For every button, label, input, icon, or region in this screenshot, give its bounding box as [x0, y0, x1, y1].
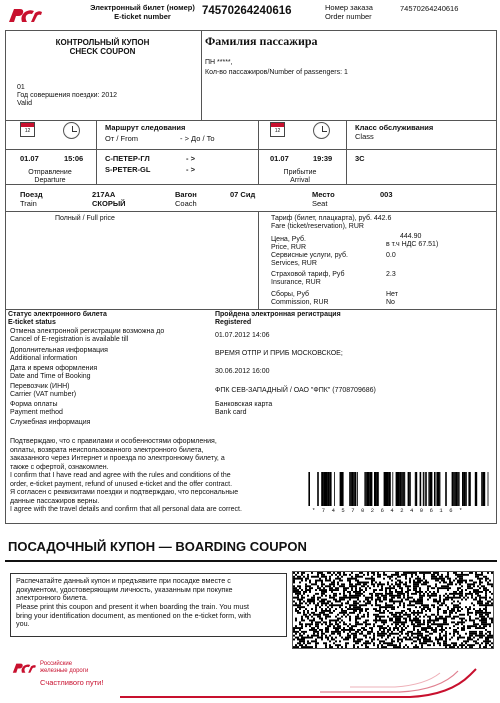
booking-date-en: Date and Time of Booking: [10, 373, 91, 381]
car-label-ru: Вагон: [175, 190, 197, 199]
class-label-ru: Класс обслуживания: [355, 123, 434, 132]
slogan: Счастливого пути!: [40, 678, 104, 687]
passenger-name: ПН *****,: [205, 59, 233, 66]
calendar-icon: 12: [20, 122, 35, 137]
coupon-title-ru: КОНТРОЛЬНЫЙ КУПОН: [55, 38, 150, 47]
dep-date: 01.07: [20, 154, 39, 163]
additional-ru: Дополнительная информация: [10, 347, 108, 354]
clock-icon: [313, 122, 330, 139]
cancel-value: 01.07.2012 14:06: [215, 332, 270, 339]
coupon-line1: 01: [17, 84, 25, 91]
service-en: Services, RUR: [271, 260, 317, 268]
eticket-label-ru: Электронный билет (номер): [90, 3, 195, 12]
insurance-en: Insurance, RUR: [271, 279, 321, 287]
fare-ru: Тариф (билет, плацкарта), руб. 442.6: [271, 215, 392, 222]
commission-value-en: No: [386, 299, 395, 307]
status-label-ru: Статус электронного билета: [8, 311, 107, 318]
barcode-number: * 7 4 5 7 0 2 6 4 2 4 0 6 1 6 *: [312, 507, 464, 514]
route-from-label: От / From: [105, 134, 139, 143]
service-value: 0.0: [386, 252, 396, 259]
from-station-ru: С-ПЕТЕР-ГЛ: [105, 154, 150, 163]
price-vat: в т.ч НДС 67.51): [386, 241, 439, 248]
order-number: 74570264240616: [400, 4, 459, 13]
payment-ru: Форма оплаты: [10, 401, 58, 408]
status-value-ru: Пройдена электронная регистрация: [215, 311, 341, 318]
car-number: 07 Сид: [230, 190, 256, 199]
payment-value-en: Bank card: [215, 409, 247, 417]
service-ru: Сервисные услуги, руб.: [271, 252, 348, 259]
route-arrow-2: - >: [186, 165, 195, 174]
price-ru: Цена, Руб.: [271, 236, 306, 243]
service-info: Служебная информация: [10, 419, 91, 426]
rzd-name-line2: железные дороги: [40, 667, 89, 674]
departure-en: Departure: [34, 177, 66, 185]
carrier-ru: Перевозчик (ИНН): [10, 383, 70, 390]
seat-label-ru: Место: [312, 190, 335, 199]
carrier-value: ФПК СЕВ-ЗАПАДНЫЙ / ОАО "ФПК" (7708709686): [215, 387, 376, 394]
boarding-instructions: Распечатайте данный купон и предъявите при посадке вместе с документом, удостоверяющим личность, указанным при покупке электронного билета. Please print this coupon and present it when boarding the train. You must bring your identification document, as mentioned on the e-ticket form, with you.: [10, 573, 287, 637]
eticket-label-en: E-ticket number: [114, 12, 171, 21]
status-value-en: Registered: [215, 319, 252, 327]
rzd-footer-logo: [10, 660, 38, 677]
confirmation-text: Подтверждаю, что с правилами и особенностями оформления, оплаты, возврата неиспользованного электронного билета, заказанного через Интернет и проезда по электронному билету, а также с офертой, ознакомлен. I confirm that I have read and agree with the rules and conditions of the order, e-ticket payment, refund of unused e-ticket and the offer contract. Я согласен с реквизитами поездки и подтверждаю, что персональные данные пассажиров верны. I agree with the travel details and confirm that all personal data are correct.: [10, 438, 242, 514]
additional-value: ВРЕМЯ ОТПР И ПРИБ МОСКОВСКОЕ;: [215, 350, 343, 357]
arr-time: 19:39: [313, 154, 333, 163]
calendar-icon: 12: [270, 122, 285, 137]
coupon-valid: Valid: [17, 100, 33, 108]
carrier-en: Carrier (VAT number): [10, 391, 77, 399]
coupon-year: Год совершения поездки: 2012: [17, 92, 118, 100]
booking-date-value: 30.06.2012 16:00: [215, 368, 270, 375]
booking-date-ru: Дата и время оформления: [10, 365, 98, 372]
order-label-en: Order number: [325, 12, 372, 21]
boarding-coupon-title: ПОСАДОЧНЫЙ КУПОН — BOARDING COUPON: [8, 539, 307, 554]
rzd-logo: [5, 4, 45, 28]
eticket-number: 74570264240616: [202, 5, 292, 17]
rzd-name-line1: Российские: [40, 661, 73, 667]
train-number: 217АА: [92, 190, 116, 199]
price-en: Price, RUR: [271, 244, 307, 252]
route-arrow-1: - >: [186, 154, 195, 163]
cancel-ru: Отмена электронной регистрации возможна до: [10, 328, 165, 335]
train-label-ru: Поезд: [20, 190, 43, 199]
departure-ru: Отправление: [28, 169, 72, 176]
commission-value-ru: Нет: [386, 291, 398, 298]
arrival-en: Arrival: [290, 177, 310, 185]
order-label-ru: Номер заказа: [325, 3, 373, 12]
from-station-en: S-PETER-GL: [105, 165, 151, 174]
fare-en: Fare (ticket/reservation), RUR: [271, 223, 364, 231]
car-label-en: Coach: [175, 198, 197, 208]
seat-label-en: Seat: [312, 198, 328, 208]
class-label-en: Class: [355, 131, 374, 141]
status-label-en: E-ticket status: [8, 319, 56, 327]
coupon-title-en: CHECK COUPON: [69, 47, 136, 57]
additional-en: Additional information: [10, 355, 78, 363]
class-value: 3С: [355, 154, 365, 163]
cancel-en: Cancel of E-registration is available till: [10, 336, 129, 344]
insurance-ru: Страховой тариф, Руб: [271, 271, 345, 278]
ticket-barcode: [306, 472, 491, 506]
decorative-rails: [120, 665, 495, 700]
payment-value-ru: Банковская карта: [215, 401, 273, 408]
arrival-ru: Прибытие: [283, 169, 317, 176]
price-value: 444.90: [400, 233, 422, 240]
route-to-label: - > До / To: [180, 134, 215, 143]
full-price: Полный / Full price: [55, 215, 115, 222]
boarding-divider: [5, 560, 497, 562]
commission-ru: Сборы, Руб: [271, 291, 310, 298]
passenger-count: Кол-во пассажиров/Number of passengers: 1: [205, 69, 348, 76]
commission-en: Commission, RUR: [271, 299, 329, 307]
route-label-ru: Маршрут следования: [105, 123, 186, 132]
passenger-title: Фамилия пассажира: [205, 34, 318, 48]
train-label-en: Train: [20, 198, 37, 208]
insurance-value: 2.3: [386, 271, 396, 278]
arr-date: 01.07: [270, 154, 289, 163]
payment-en: Payment method: [10, 409, 63, 417]
seat-number: 003: [380, 190, 393, 199]
boarding-2d-barcode: [292, 571, 494, 649]
clock-icon: [63, 122, 80, 139]
dep-time: 15:06: [64, 154, 84, 163]
train-type: СКОРЫЙ: [92, 198, 126, 208]
